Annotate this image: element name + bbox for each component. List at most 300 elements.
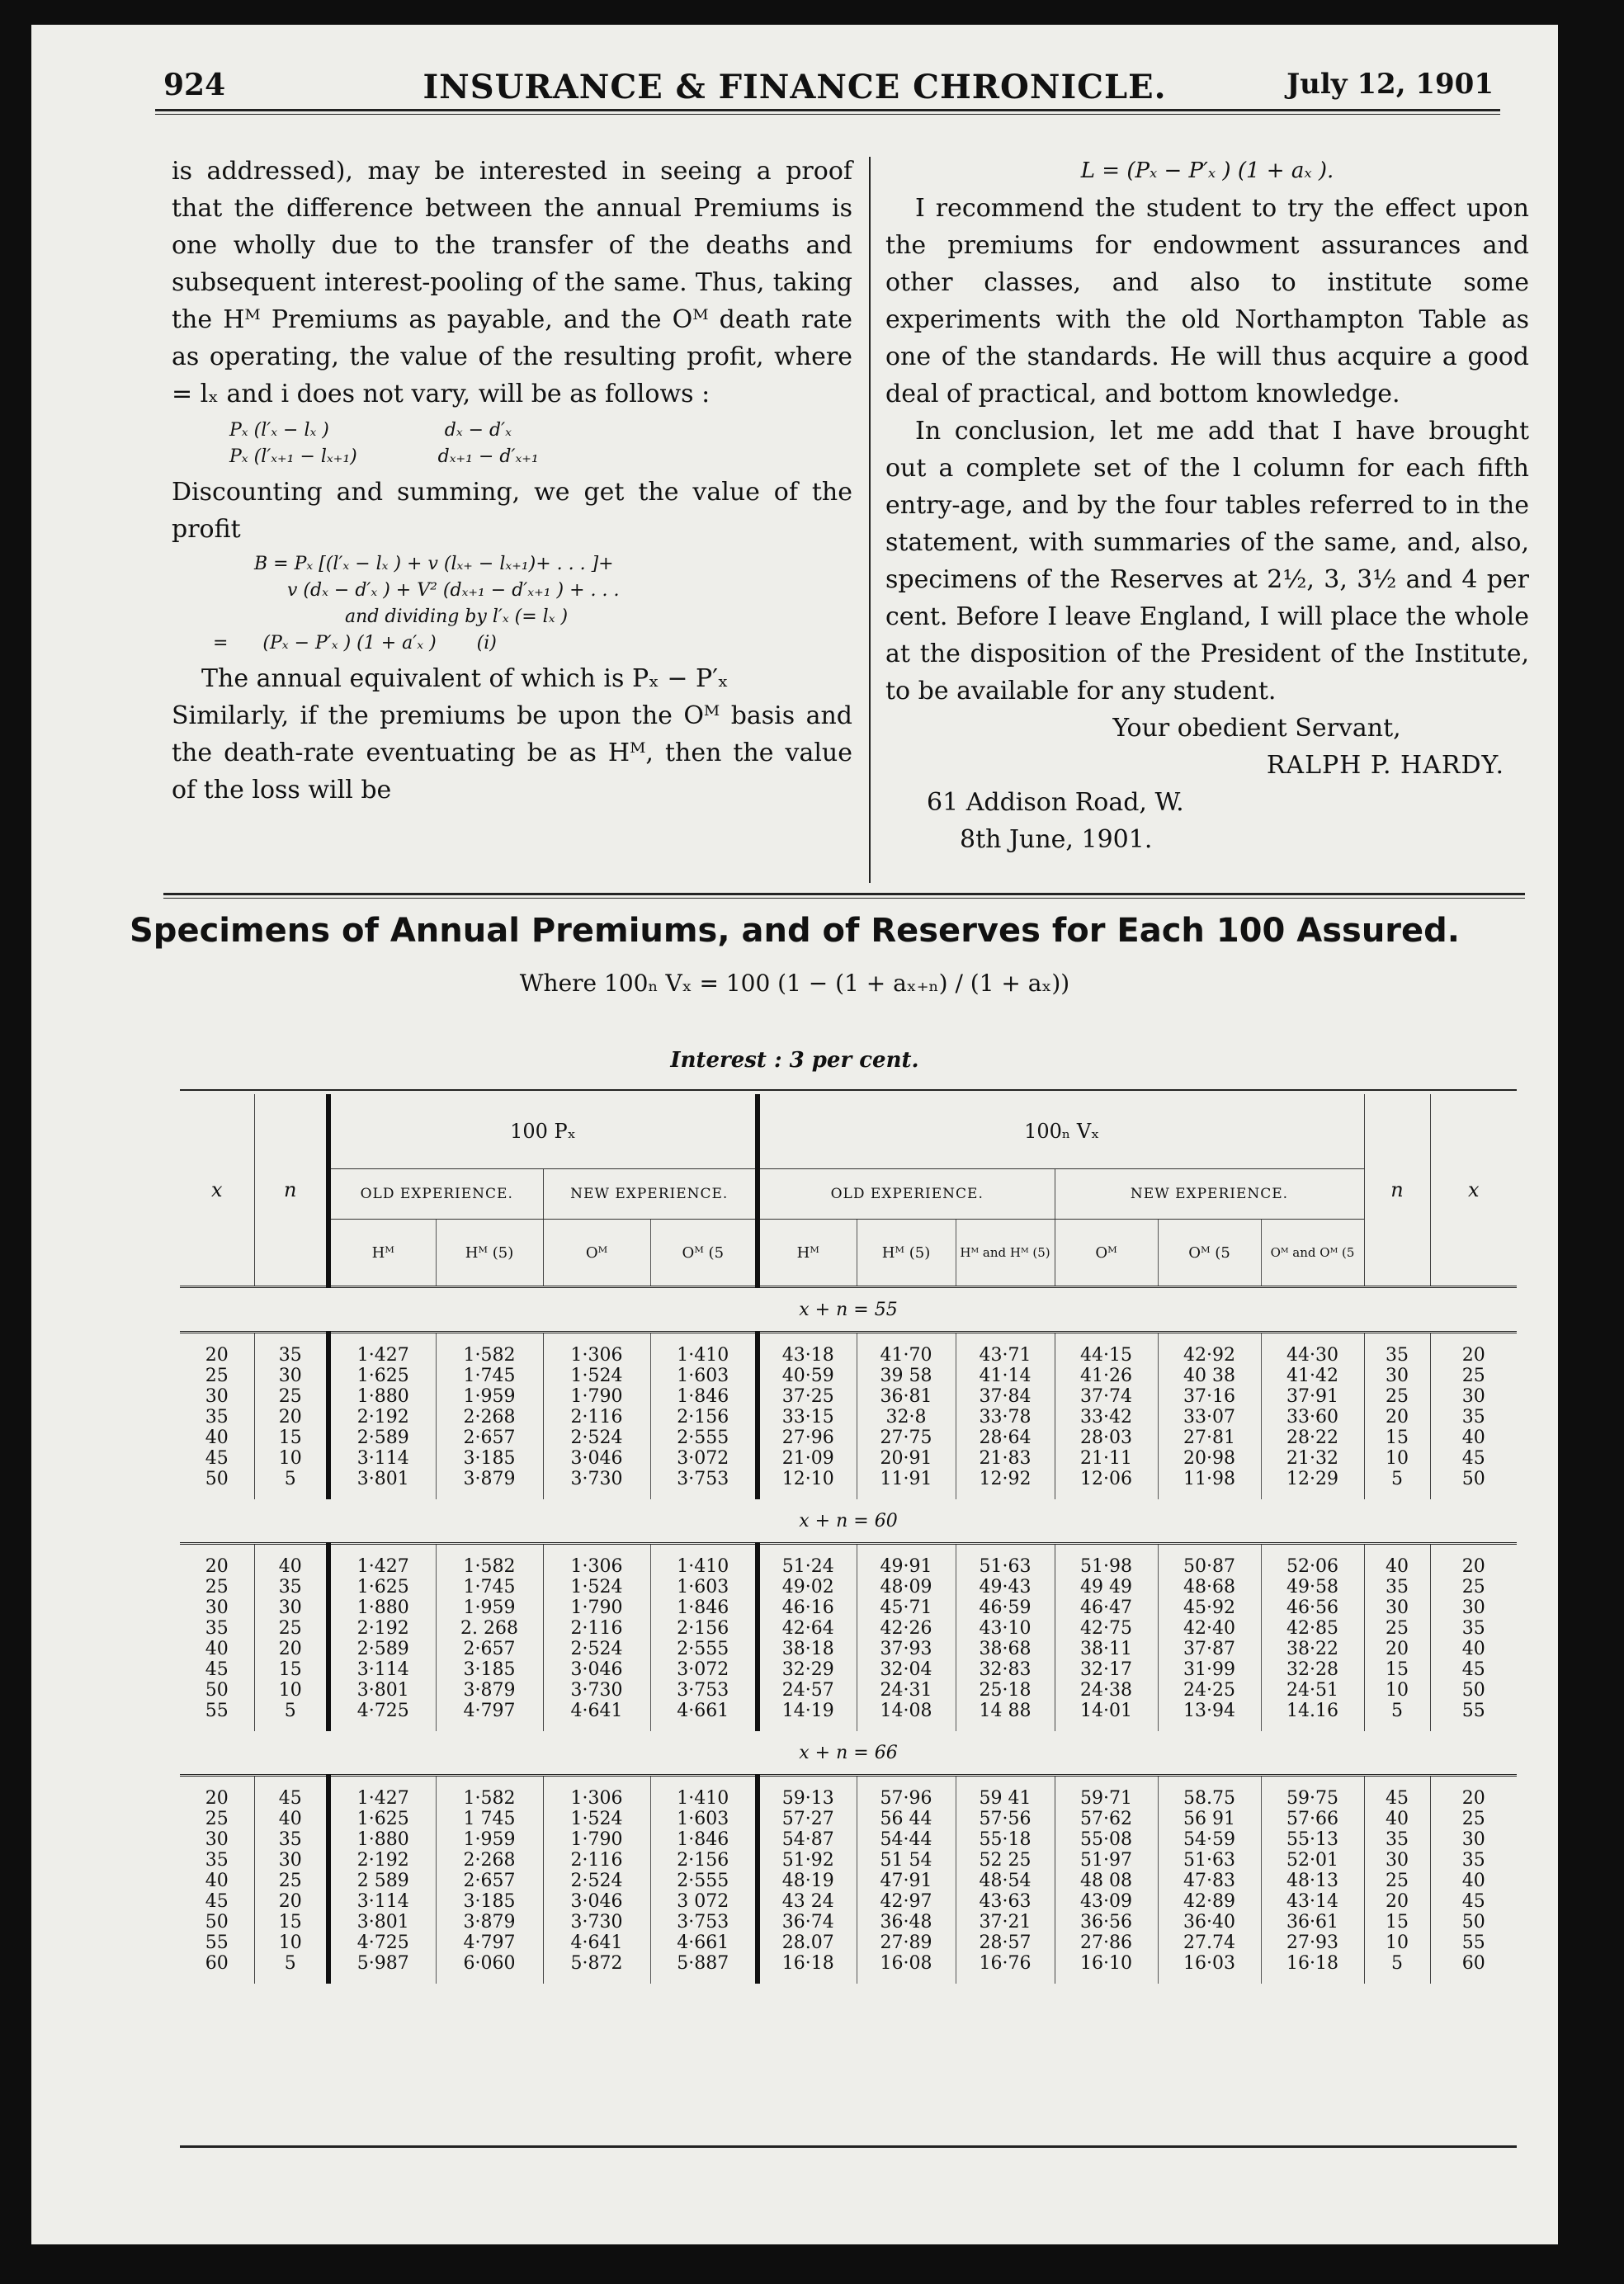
- formula-2d: = (Pₓ − P′ₓ ) (1 + a′ₓ ) (i): [213, 633, 497, 654]
- left-para-1: is addressed), may be interested in seeing a proof that the difference between the annual Premiums is one wholly due to the transfer of the deaths and subsequent interest-pooling of the same. Thus, taking the Hᴹ Premiums as payable, and the Oᴹ death rate as operating, the value of the resulting profit, where = lₓ and i does not vary, will be as follows :: [172, 157, 852, 408]
- col-head-x-right: x: [1430, 1094, 1517, 1287]
- table-cell: 25: [254, 1618, 328, 1639]
- table-cell: 5: [1364, 1953, 1430, 1984]
- table-cell: 40: [205, 1639, 229, 1659]
- table-cell: 57·56: [956, 1809, 1055, 1829]
- col-head-c10: Oᴹ and Oᴹ (5: [1261, 1220, 1364, 1287]
- table-cell: 1·880: [328, 1829, 436, 1850]
- table-cell: 20: [1364, 1407, 1430, 1428]
- table-cell: 10: [1364, 1932, 1430, 1953]
- table-cell: 25: [205, 1577, 229, 1597]
- table-cell: 25: [1430, 1809, 1517, 1829]
- table-cell: 45: [254, 1788, 328, 1809]
- table-row: [180, 1469, 1517, 1499]
- table-cell: 1·306: [543, 1345, 650, 1366]
- table-cell: 59·13: [758, 1788, 857, 1809]
- table-cell: 1·603: [650, 1809, 758, 1829]
- table-cell: 54·44: [857, 1829, 956, 1850]
- table-cell: 25: [254, 1386, 328, 1407]
- table-cell: 28·03: [1055, 1428, 1158, 1448]
- table-cell: 38·11: [1055, 1639, 1158, 1659]
- table-cell: 16·18: [758, 1953, 857, 1984]
- issue-date: July 12, 1901: [1286, 68, 1494, 101]
- table-cell: 38·18: [758, 1639, 857, 1659]
- table-cell: 20: [1430, 1556, 1517, 1577]
- table-cell: 16·10: [1055, 1953, 1158, 1984]
- table-cell: 57·96: [857, 1788, 956, 1809]
- spacer-cell: [650, 1776, 758, 1789]
- table-title: Specimens of Annual Premiums, and of Reserves for Each 100 Assured.: [130, 912, 1460, 950]
- table-cell: 44·15: [1055, 1345, 1158, 1366]
- table-cell: 4·641: [543, 1701, 650, 1731]
- table-cell: 42·89: [1158, 1891, 1261, 1912]
- table-cell: 24·51: [1261, 1680, 1364, 1701]
- table-cell: 50: [1430, 1912, 1517, 1932]
- table-cell: 51·97: [1055, 1850, 1158, 1871]
- table-cell: 2·192: [328, 1850, 436, 1871]
- table-cell: 1·959: [436, 1829, 543, 1850]
- table-cell: 55·08: [1055, 1829, 1158, 1850]
- col-head-c9: Oᴹ (5: [1158, 1220, 1261, 1287]
- table-cell: 55: [1430, 1701, 1517, 1731]
- table-cell: 3·072: [650, 1659, 758, 1680]
- table-cell: 42·85: [1261, 1618, 1364, 1639]
- table-top-rule: [180, 1089, 1517, 1091]
- table-cell: 2·555: [650, 1428, 758, 1448]
- table-cell: 55: [1430, 1932, 1517, 1953]
- table-cell: 2·268: [436, 1850, 543, 1871]
- table-cell: 37·84: [956, 1386, 1055, 1407]
- table-cell: 35: [1364, 1829, 1430, 1850]
- table-cell: 30: [254, 1366, 328, 1386]
- column-divider: [869, 157, 871, 883]
- table-cell: 42·64: [758, 1618, 857, 1639]
- col-head-reserves: 100ₙ Vₓ: [758, 1094, 1364, 1169]
- table-cell: 25·18: [956, 1680, 1055, 1701]
- table-cell: 49 49: [1055, 1577, 1158, 1597]
- table-cell: 3·730: [543, 1912, 650, 1932]
- table-cell: 43·18: [758, 1345, 857, 1366]
- table-row: [180, 1428, 1517, 1448]
- table-cell: 1·790: [543, 1829, 650, 1850]
- spacer-cell: [1261, 1333, 1364, 1346]
- table-cell: 3·185: [436, 1891, 543, 1912]
- table-cell: 1·582: [436, 1345, 543, 1366]
- spacer-cell: [328, 1333, 436, 1346]
- spacer-cell: [254, 1776, 328, 1789]
- table-cell: 30: [254, 1597, 328, 1618]
- table-cell: 30: [1430, 1386, 1517, 1407]
- header-rule-thin: [155, 114, 1500, 115]
- table-cell: 40·59: [758, 1366, 857, 1386]
- table-cell: 50: [205, 1469, 229, 1489]
- reserve-formula: Where 100ₙ Vₓ = 100 (1 − (1 + aₓ₊ₙ) / (1 + aₓ)): [519, 970, 1070, 997]
- table-cell: 43 24: [758, 1891, 857, 1912]
- table-cell: 36·81: [857, 1386, 956, 1407]
- table-cell: 35: [1430, 1407, 1517, 1428]
- spacer-cell: [1055, 1776, 1158, 1789]
- table-cell: 27·89: [857, 1932, 956, 1953]
- table-cell: 55·18: [956, 1829, 1055, 1850]
- table-cell: 45: [1430, 1659, 1517, 1680]
- spacer-cell: [1430, 1544, 1517, 1557]
- table-cell: 6·060: [436, 1953, 543, 1984]
- spacer-cell: [1055, 1333, 1158, 1346]
- spacer-cell: [543, 1333, 650, 1346]
- table-cell: 12·92: [956, 1469, 1055, 1499]
- table-cell: 4·661: [650, 1932, 758, 1953]
- table-cell: 3 072: [650, 1891, 758, 1912]
- table-cell: 3·879: [436, 1469, 543, 1499]
- table-cell: 1·427: [328, 1345, 436, 1366]
- table-cell: 20: [205, 1556, 229, 1577]
- table-cell: 28·22: [1261, 1428, 1364, 1448]
- spacer-cell: [1158, 1333, 1261, 1346]
- section-label: x + n = 60: [799, 1510, 898, 1531]
- table-cell: 1·524: [543, 1809, 650, 1829]
- table-row: [180, 1701, 1517, 1731]
- new-experience-reserves: NEW EXPERIENCE.: [1055, 1169, 1364, 1220]
- table-cell: 37·74: [1055, 1386, 1158, 1407]
- table-cell: 52 25: [956, 1850, 1055, 1871]
- table-cell: 1·603: [650, 1577, 758, 1597]
- table-cell: 10: [254, 1932, 328, 1953]
- table-cell: 52·01: [1261, 1850, 1364, 1871]
- table-cell: 46·56: [1261, 1597, 1364, 1618]
- table-cell: 1·846: [650, 1829, 758, 1850]
- table-cell: 3·046: [543, 1448, 650, 1469]
- table-cell: 1·959: [436, 1386, 543, 1407]
- table-cell: 5·887: [650, 1953, 758, 1984]
- table-cell: 47·83: [1158, 1871, 1261, 1891]
- table-cell: 15: [254, 1659, 328, 1680]
- table-cell: 5: [254, 1701, 328, 1731]
- table-cell: 12·06: [1055, 1469, 1158, 1499]
- table-row: [180, 1891, 1517, 1912]
- table-cell: 32·28: [1261, 1659, 1364, 1680]
- table-cell: 4·797: [436, 1701, 543, 1731]
- table-cell: 21·83: [956, 1448, 1055, 1469]
- section-rule: [163, 893, 1525, 895]
- table-cell: 32·83: [956, 1659, 1055, 1680]
- spacer-cell: [650, 1333, 758, 1346]
- table-row: [180, 1680, 1517, 1701]
- table-cell: 32·29: [758, 1659, 857, 1680]
- address: 61 Addison Road, W.: [927, 788, 1184, 817]
- table-cell: 59 41: [956, 1788, 1055, 1809]
- table-cell: 3·801: [328, 1680, 436, 1701]
- table-cell: 45·92: [1158, 1597, 1261, 1618]
- table-bottom-rule: [180, 2145, 1517, 2148]
- table-row: [180, 1597, 1517, 1618]
- table-cell: 16·08: [857, 1953, 956, 1984]
- table-cell: 30: [205, 1829, 229, 1850]
- table-cell: 35: [1430, 1618, 1517, 1639]
- table-cell: 33·78: [956, 1407, 1055, 1428]
- table-cell: 3·753: [650, 1680, 758, 1701]
- table-cell: 35: [1364, 1345, 1430, 1366]
- signature: RALPH P. HARDY.: [1266, 751, 1504, 780]
- table-cell: 1·745: [436, 1577, 543, 1597]
- table-cell: 16·76: [956, 1953, 1055, 1984]
- table-cell: 25: [1364, 1386, 1430, 1407]
- table-cell: 1·846: [650, 1597, 758, 1618]
- table-cell: 5: [1364, 1469, 1430, 1499]
- table-cell: 2·657: [436, 1639, 543, 1659]
- table-cell: 56 91: [1158, 1809, 1261, 1829]
- left-para-2: Discounting and summing, we get the value of the profit: [172, 478, 852, 544]
- table-cell: 27·86: [1055, 1932, 1158, 1953]
- spacer-cell: [436, 1544, 543, 1557]
- spacer-cell: [1261, 1776, 1364, 1789]
- table-cell: 1·846: [650, 1386, 758, 1407]
- spacer-cell: [857, 1333, 956, 1346]
- table-cell: 48·09: [857, 1577, 956, 1597]
- table-cell: 2·555: [650, 1639, 758, 1659]
- spacer-cell: [1364, 1544, 1430, 1557]
- table-cell: 50: [205, 1680, 229, 1701]
- left-column: [172, 153, 852, 809]
- spacer-cell: [254, 1333, 328, 1346]
- table-cell: 32·04: [857, 1659, 956, 1680]
- table-cell: 3·801: [328, 1912, 436, 1932]
- table-cell: 25: [1430, 1577, 1517, 1597]
- spacer-cell: [1055, 1544, 1158, 1557]
- table-cell: 40: [205, 1871, 229, 1891]
- table-cell: 1·880: [328, 1386, 436, 1407]
- table-row: [180, 1386, 1517, 1407]
- spacer-cell: [180, 1333, 254, 1346]
- table-cell: 40: [205, 1428, 229, 1448]
- table-cell: 4·797: [436, 1932, 543, 1953]
- table-cell: 3·801: [328, 1469, 436, 1499]
- table-cell: 41·70: [857, 1345, 956, 1366]
- table-cell: 3·753: [650, 1912, 758, 1932]
- table-cell: 45·71: [857, 1597, 956, 1618]
- table-cell: 55: [205, 1701, 229, 1721]
- table-cell: 30: [205, 1597, 229, 1618]
- table-cell: 38·22: [1261, 1639, 1364, 1659]
- table-cell: 5·872: [543, 1953, 650, 1984]
- table-cell: 37·91: [1261, 1386, 1364, 1407]
- table-cell: 24·31: [857, 1680, 956, 1701]
- table-cell: 1·603: [650, 1366, 758, 1386]
- spacer-cell: [436, 1333, 543, 1346]
- spacer-cell: [254, 1544, 328, 1557]
- header-rule: [155, 109, 1500, 111]
- table-cell: 24·38: [1055, 1680, 1158, 1701]
- table-cell: 35: [205, 1850, 229, 1871]
- spacer-cell: [436, 1776, 543, 1789]
- table-cell: 11·91: [857, 1469, 956, 1499]
- table-cell: 30: [205, 1386, 229, 1407]
- table-row: [180, 1618, 1517, 1639]
- section-label: x + n = 66: [799, 1742, 898, 1763]
- table-cell: 4·725: [328, 1701, 436, 1731]
- table-cell: 30: [1364, 1597, 1430, 1618]
- table-cell: 33·42: [1055, 1407, 1158, 1428]
- table-cell: 1·410: [650, 1345, 758, 1366]
- table-cell: 4·661: [650, 1701, 758, 1731]
- table-cell: 3·879: [436, 1912, 543, 1932]
- table-cell: 28·64: [956, 1428, 1055, 1448]
- spacer-cell: [857, 1776, 956, 1789]
- table-cell: 28·57: [956, 1932, 1055, 1953]
- table-cell: 35: [205, 1618, 229, 1639]
- table-cell: 31·99: [1158, 1659, 1261, 1680]
- section-label: x + n = 55: [799, 1299, 898, 1320]
- table-row: [180, 1953, 1517, 1984]
- spacer-cell: [328, 1776, 436, 1789]
- table-cell: 5: [1364, 1701, 1430, 1731]
- col-head-c8: Oᴹ: [1055, 1220, 1158, 1287]
- table-cell: 24·25: [1158, 1680, 1261, 1701]
- journal-title: INSURANCE & FINANCE CHRONICLE.: [423, 68, 1167, 106]
- table-cell: 3·185: [436, 1659, 543, 1680]
- table-cell: 37·16: [1158, 1386, 1261, 1407]
- table-cell: 25: [1364, 1871, 1430, 1891]
- table-cell: 2·116: [543, 1850, 650, 1871]
- table-cell: 1·427: [328, 1788, 436, 1809]
- table-cell: 1·959: [436, 1597, 543, 1618]
- table-cell: 1·306: [543, 1788, 650, 1809]
- table-cell: 15: [254, 1912, 328, 1932]
- table-cell: 33·15: [758, 1407, 857, 1428]
- table-cell: 2·156: [650, 1407, 758, 1428]
- table-cell: 2·156: [650, 1850, 758, 1871]
- table-cell: 47·91: [857, 1871, 956, 1891]
- formula-2c: and dividing by l′ₓ (= lₓ ): [345, 606, 569, 627]
- spacer-cell: [180, 1544, 254, 1557]
- table-cell: 1·625: [328, 1366, 436, 1386]
- table-cell: 43·10: [956, 1618, 1055, 1639]
- table-cell: 3·114: [328, 1891, 436, 1912]
- table-cell: 1·625: [328, 1809, 436, 1829]
- table-row: [180, 1850, 1517, 1871]
- table-cell: 25: [205, 1809, 229, 1829]
- table-cell: 15: [1364, 1912, 1430, 1932]
- table-cell: 3·046: [543, 1891, 650, 1912]
- table-cell: 32·8: [857, 1407, 956, 1428]
- table-cell: 42·92: [1158, 1345, 1261, 1366]
- table-cell: 5·987: [328, 1953, 436, 1984]
- table-cell: 1·582: [436, 1788, 543, 1809]
- col-head-c1: Hᴹ: [328, 1220, 436, 1287]
- table-cell: 35: [254, 1345, 328, 1366]
- table-cell: 13·94: [1158, 1701, 1261, 1731]
- old-experience-reserves: OLD EXPERIENCE.: [758, 1169, 1055, 1220]
- table-cell: 49·58: [1261, 1577, 1364, 1597]
- table-cell: 42·26: [857, 1618, 956, 1639]
- table-cell: 2·192: [328, 1618, 436, 1639]
- table-cell: 40: [254, 1809, 328, 1829]
- table-cell: 60: [1430, 1953, 1517, 1984]
- table-cell: 43·63: [956, 1891, 1055, 1912]
- table-cell: 48·54: [956, 1871, 1055, 1891]
- table-cell: 1·745: [436, 1366, 543, 1386]
- table-cell: 48·19: [758, 1871, 857, 1891]
- table-cell: 36·56: [1055, 1912, 1158, 1932]
- table-row: [180, 1871, 1517, 1891]
- table-cell: 5: [254, 1953, 328, 1984]
- table-cell: 45: [205, 1659, 229, 1680]
- table-cell: 20: [254, 1407, 328, 1428]
- spacer-cell: [1364, 1333, 1430, 1346]
- table-cell: 54·87: [758, 1829, 857, 1850]
- col-head-c7: Hᴹ and Hᴹ (5): [956, 1220, 1055, 1287]
- table-row: [180, 1932, 1517, 1953]
- spacer-cell: [650, 1544, 758, 1557]
- spacer-cell: [956, 1333, 1055, 1346]
- table-cell: 2·589: [328, 1428, 436, 1448]
- table-cell: 1·427: [328, 1556, 436, 1577]
- table-cell: 2·524: [543, 1871, 650, 1891]
- table-cell: 52·06: [1261, 1556, 1364, 1577]
- table-cell: 3·114: [328, 1659, 436, 1680]
- table-cell: 14·01: [1055, 1701, 1158, 1731]
- table-cell: 20: [205, 1345, 229, 1366]
- table-cell: 40: [1364, 1556, 1430, 1577]
- table-cell: 20: [1430, 1345, 1517, 1366]
- table-cell: 1·880: [328, 1597, 436, 1618]
- spacer-cell: [956, 1544, 1055, 1557]
- table-cell: 4·725: [328, 1932, 436, 1953]
- right-column: [885, 153, 1529, 858]
- table-cell: 16·18: [1261, 1953, 1364, 1984]
- table-row: [180, 1809, 1517, 1829]
- table-cell: 27·93: [1261, 1932, 1364, 1953]
- col-head-c6: Hᴹ (5): [857, 1220, 956, 1287]
- spacer-cell: [758, 1544, 857, 1557]
- table-cell: 12·29: [1261, 1469, 1364, 1499]
- table-cell: 1·790: [543, 1597, 650, 1618]
- table-cell: 2·524: [543, 1639, 650, 1659]
- table-cell: 25: [205, 1366, 229, 1386]
- table-cell: 1·524: [543, 1577, 650, 1597]
- table-cell: 3·730: [543, 1680, 650, 1701]
- table-cell: 32·17: [1055, 1659, 1158, 1680]
- table-cell: 49·43: [956, 1577, 1055, 1597]
- table-cell: 51·92: [758, 1850, 857, 1871]
- table-cell: 20: [254, 1639, 328, 1659]
- spacer-cell: [857, 1544, 956, 1557]
- table-cell: 37·25: [758, 1386, 857, 1407]
- formula-1a: Pₓ (l′ₓ − lₓ ) dₓ − d′ₓ: [229, 420, 512, 441]
- table-cell: 2·116: [543, 1618, 650, 1639]
- table-cell: 35: [205, 1407, 229, 1428]
- table-cell: 42·40: [1158, 1618, 1261, 1639]
- new-experience-premiums: NEW EXPERIENCE.: [543, 1169, 758, 1220]
- table-cell: 2·268: [436, 1407, 543, 1428]
- table-cell: 14 88: [956, 1701, 1055, 1731]
- table-cell: 40: [1430, 1871, 1517, 1891]
- right-para-2: In conclusion, let me add that I have brought out a complete set of the l column for each fifth entry-age, and by the four tables referred to in the statement, with summaries of the same, and, also, specimens of the Reserves at 2½, 3, 3½ and 4 per cent. Before I leave England, I will place the whole at the disposition of the President of the Institute, to be available for any student.: [885, 417, 1529, 705]
- table-cell: 49·91: [857, 1556, 956, 1577]
- table-cell: 20: [205, 1788, 229, 1809]
- formula-1b: Pₓ (l′ₓ₊₁ − lₓ₊₁) dₓ₊₁ − d′ₓ₊₁: [229, 446, 539, 467]
- spacer-cell: [328, 1544, 436, 1557]
- col-head-n-right: n: [1364, 1094, 1430, 1287]
- spacer-cell: [1261, 1544, 1364, 1557]
- table-cell: 16·03: [1158, 1953, 1261, 1984]
- table-cell: 50: [205, 1912, 229, 1932]
- table-cell: 55: [205, 1932, 229, 1953]
- table-cell: 36·74: [758, 1912, 857, 1932]
- table-cell: 2·156: [650, 1618, 758, 1639]
- table-cell: 48·68: [1158, 1577, 1261, 1597]
- table-cell: 59·71: [1055, 1788, 1158, 1809]
- page-number: 924: [163, 68, 226, 102]
